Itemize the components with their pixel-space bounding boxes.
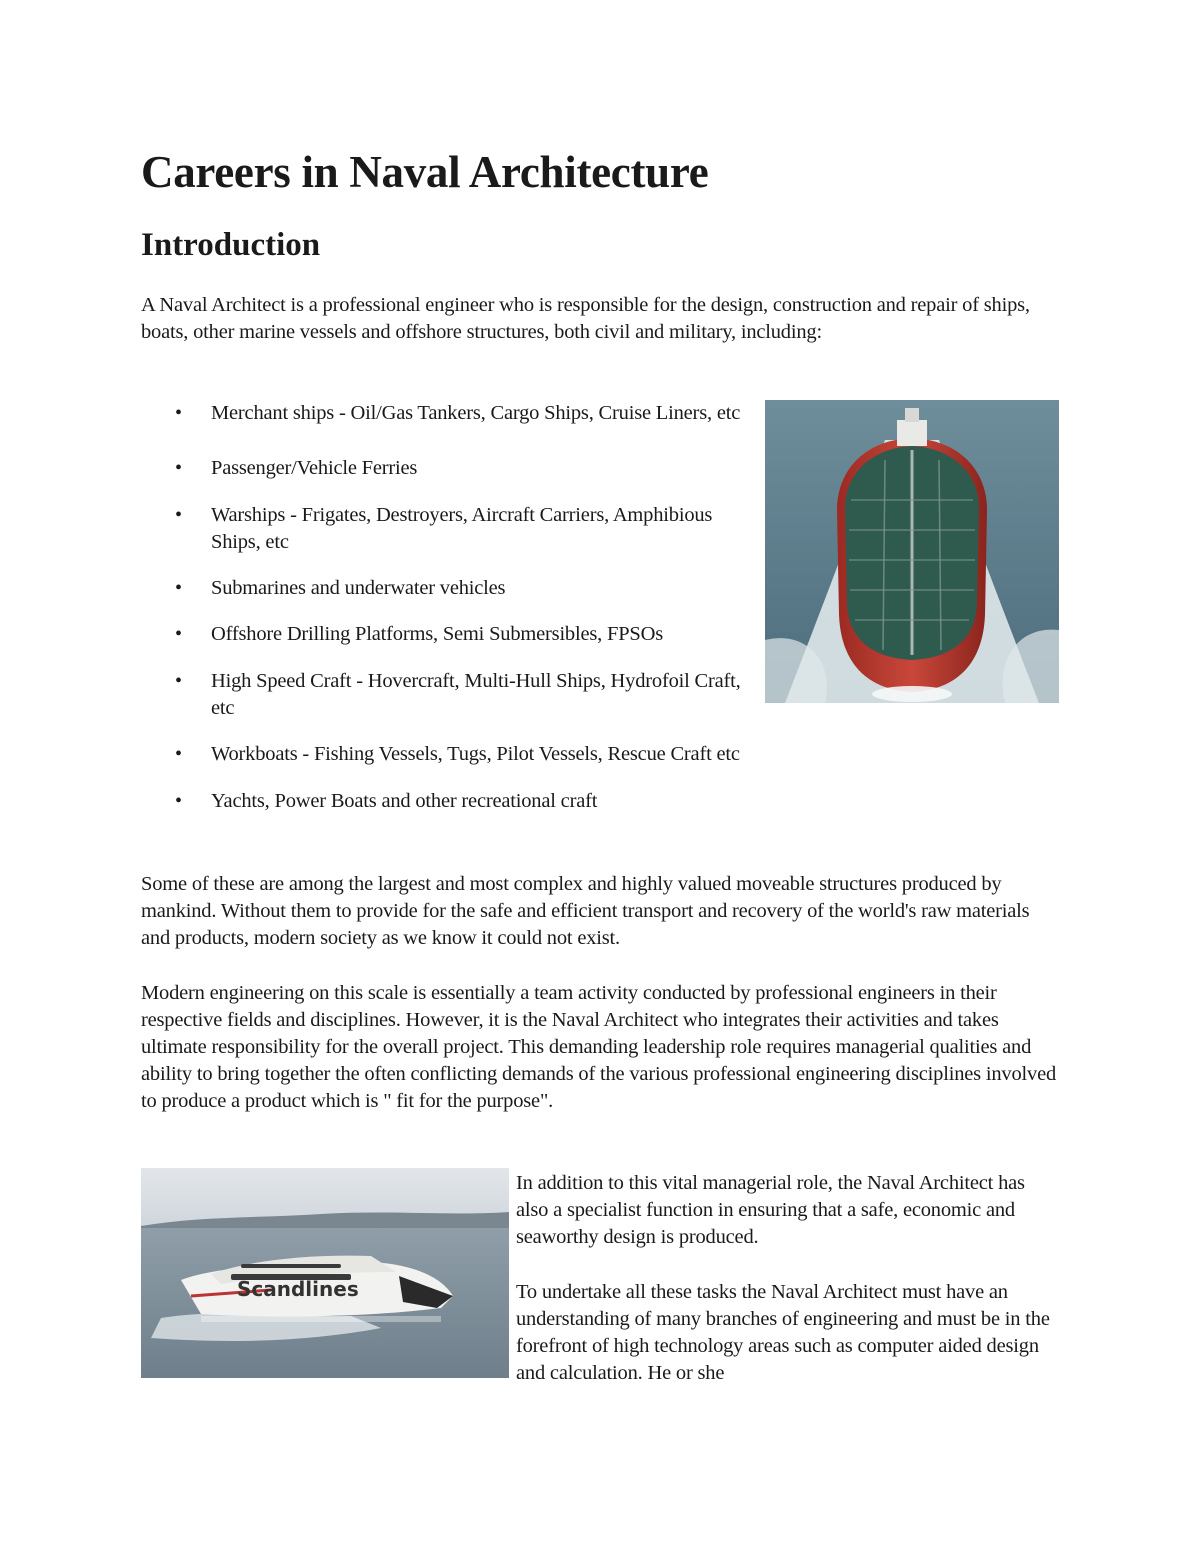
list-item [141,575,751,602]
list-item [141,455,751,482]
list-item-text: High Speed Craft - Hovercraft, Multi-Hull Ships, Hydrofoil Craft, etc [211,670,741,719]
list-item-text: Yachts, Power Boats and other recreational craft [211,790,598,812]
bullet-icon: • [175,402,182,424]
tanker-ship-photo [765,400,1059,703]
ferry-photo [141,1168,509,1378]
bullet-icon: • [175,670,182,692]
paragraph-managerial-role: In addition to this vital managerial role, the Naval Architect has also a specialist function in ensuring that a safe, economic and seaworthy design is produced. [516,1172,1025,1248]
bullet-icon: • [175,743,182,765]
bullet-icon: • [175,504,182,526]
list-item [141,400,751,427]
list-item-text: Submarines and underwater vehicles [211,577,506,599]
list-item [141,668,751,722]
list-item-text: Passenger/Vehicle Ferries [211,457,418,479]
page-title: Careers in Naval Architecture [141,147,709,197]
bullet-icon: • [175,577,182,599]
list-item [141,621,751,648]
list-item-text: Offshore Drilling Platforms, Semi Submersibles, FPSOs [211,623,663,645]
paragraph-modern-engineering: Modern engineering on this scale is essentially a team activity conducted by professional engineers in their respective fields and disciplines. However, it is the Naval Architect who integrates their activities and takes ultimate responsibility for the overall project. This demanding leadership role requires managerial qualities and ability to bring together the often conflicting demands of the various professional engineering disciplines involved to produce a product which is " fit for the purpose". [141,982,1057,1112]
list-item [141,788,861,815]
paragraph-undertake-tasks: To undertake all these tasks the Naval Architect must have an understanding of many branches of engineering and must be in the forefront of high technology areas such as computer aided design and calculation. He or she [516,1281,1050,1384]
list-item [141,741,861,768]
ferry-logo-text: Scandlines [237,1277,359,1301]
bullet-icon: • [175,457,182,479]
bullet-icon: • [175,623,182,645]
list-item-text: Workboats - Fishing Vessels, Tugs, Pilot Vessels, Rescue Craft etc [211,743,740,765]
paragraph-largest-structures: Some of these are among the largest and most complex and highly valued moveable structures produced by mankind. Without them to provide for the safe and efficient transport and recovery of the world's raw materials and products, modern society as we know it could not exist. [141,873,1030,949]
list-item-text: Merchant ships - Oil/Gas Tankers, Cargo Ships, Cruise Liners, etc [211,402,741,424]
intro-paragraph: A Naval Architect is a professional engineer who is responsible for the design, construction and repair of ships, boats, other marine vessels and offshore structures, both civil and military, including: [141,294,1030,343]
list-item-text: Warships - Frigates, Destroyers, Aircraft Carriers, Amphibious Ships, etc [211,504,713,553]
bullet-icon: • [175,790,182,812]
section-heading-introduction: Introduction [141,227,321,263]
list-item [141,502,751,556]
